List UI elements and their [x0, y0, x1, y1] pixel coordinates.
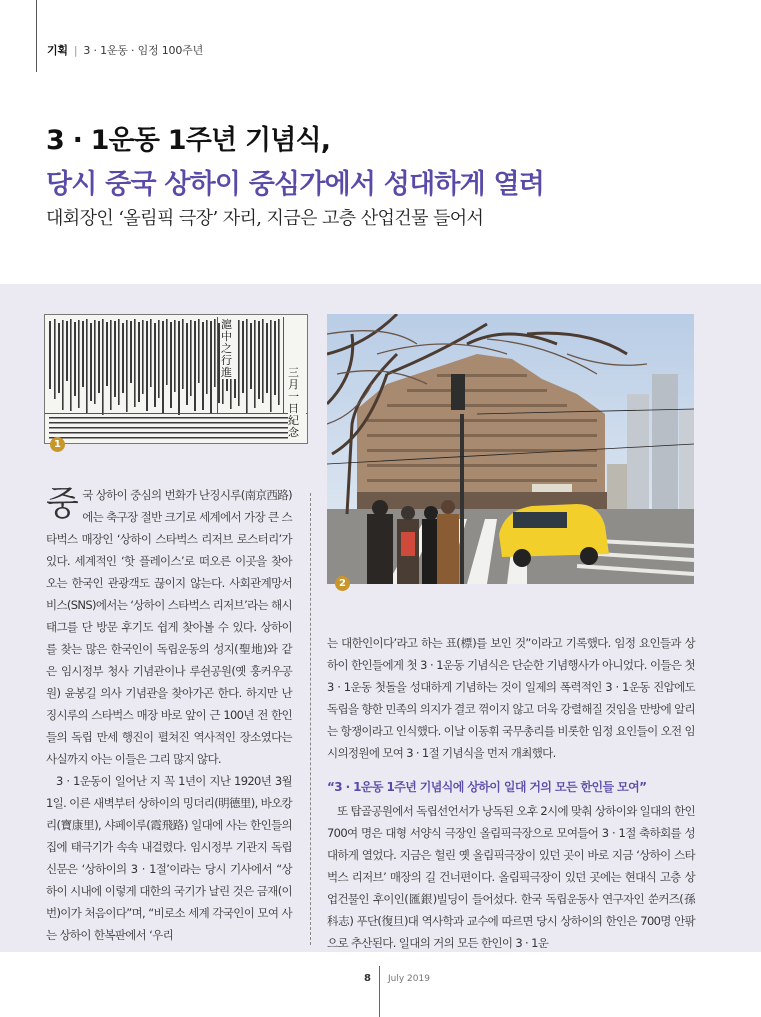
paragraph-4: 또 탑골공원에서 독립선언서가 낭독된 오후 2시에 맞춰 상하이와 일대의 한인 700여 명은 대형 서양식 극장인 올림픽극장으로 모여들어 3 · 1절 축하회를 성대하게 열었다. 지금은 헐린 옛 올림픽극장이 있던 곳이 바로 지금 ‘상하이 스타벅스 리저브’ 매장의 길 건너편이다. 올림픽극장이 있던 곳에는 현대식 고층 상업건물인 후이인(匯銀)빌딩이 들어섰다. 한국 독립운동사 연구자인 쑨커즈(孫科志) 푸단(復旦)대 역사학과 교수에 따르면 당시 상하이의 한인은 700명 안팎으로 추산된다. 일대의 거의 모든 한인이 3 · 1운	[327, 804, 695, 950]
paragraph-2: 3 · 1운동이 일어난 지 꼭 1년이 지난 1920년 3월 1일. 이른 새벽부터 상하이의 밍더리(明德里), 바오캉리(寶康里), 샤페이루(霞飛路) 일대에 사는 한인들의 집에 태극기가 속속 내걸렸다. 임시정부 기관지 독립신문은 ‘상하이의 3 · 1절’이라는 당시 기사에서 “상하이 시내에 이렇게 대한의 국기가 날린 것은 금재(이번)이가 처음이다”며, “비로소 세계 각국인이 모여 사는 상하이 한복판에서 ‘우리	[46, 774, 292, 942]
clipping-headline: 滬中之行進	[221, 319, 237, 379]
series-label: 3 · 1운동 · 임정 100주년	[83, 44, 203, 57]
photo-1-badge: 1	[50, 437, 65, 452]
shanghai-street-photo	[327, 314, 694, 584]
headline-line-2: 당시 중국 상하이 중심가에서 성대하게 열려	[46, 169, 545, 200]
newspaper-clipping-graphic	[45, 315, 308, 444]
top-vertical-rule	[36, 0, 37, 72]
header-separator: |	[73, 44, 78, 57]
page-number: 8	[364, 973, 371, 984]
paragraph-1	[46, 484, 292, 770]
street-scene-graphic	[327, 314, 694, 584]
article-column-1	[46, 484, 292, 946]
issue-date: July 2019	[388, 974, 430, 984]
photo-2-badge: 2	[335, 576, 350, 591]
headline-line-1: 3 · 1운동 1주년 기념식,	[46, 125, 331, 156]
article-column-2	[327, 632, 695, 954]
footer-rule	[379, 966, 380, 1017]
section-subheading: “3 · 1운동 1주년 기념식에 상하이 일대 거의 모든 한인들 모여”	[327, 780, 647, 794]
drop-cap: 중	[46, 484, 79, 524]
newspaper-clipping-image	[44, 314, 308, 444]
paragraph-1-text: 국 상하이 중심의 번화가 난징시루(南京西路)에는 축구장 절반 크기로 세계에서 가장 큰 스타벅스 매장인 ‘상하이 스타벅스 리저브 로스터리’가 있다. 세계적인 ‘핫 플레이스’로 떠오른 이곳을 찾아오는 한국인 관광객도 끊이지 않는다. 사회관계망서비스(SNS)에서는 ‘상하이 스타벅스 리저브’라는 해시태그를 단 방문 후기도 쉽게 찾아볼 수 있다. 상하이를 찾는 많은 한국인이 독립운동의 성지(聖地)와 같은 임시정부 청사 기념관이나 루쉰공원(옛 훙커우공원) 윤봉길 의사 기념관을 찾아가곤 한다. 하지만 난징시루의 스타벅스 매장 바로 앞이 근 100년 전 한인들의 독립 만세 행진이 펼쳐진 역사적인 장소였다는 사실까지 아는 이들은 그리 많지 않다.	[46, 488, 292, 766]
subheadline: 대회장인 ‘올림픽 극장’ 자리, 지금은 고층 산업건물 들어서	[46, 208, 484, 229]
section-header	[47, 42, 203, 58]
section-label: 기획	[47, 44, 68, 57]
column-divider	[310, 493, 311, 945]
paragraph-3: 는 대한인이다’라고 하는 표(標)를 보인 것”이라고 기록했다. 임정 요인들과 상하이 한인들에게 첫 3 · 1운동 기념식은 단순한 기념행사가 아니었다. 이들은 첫 3 · 1운동 첫돌을 성대하게 기념하는 것이 일제의 폭력적인 3 · 1운동 진압에도 독립을 향한 민족의 의지가 결코 꺾이지 않고 더욱 강렬해질 것임을 만방에 알리는 항쟁이라고 인식했다. 이날 이동휘 국무총리를 비롯한 임정 요인들이 오전 임시의정원에 모여 3 · 1절 기념식을 먼저 개최했다.	[327, 636, 695, 760]
clipping-side-title: 三月一日紀念	[288, 367, 306, 439]
